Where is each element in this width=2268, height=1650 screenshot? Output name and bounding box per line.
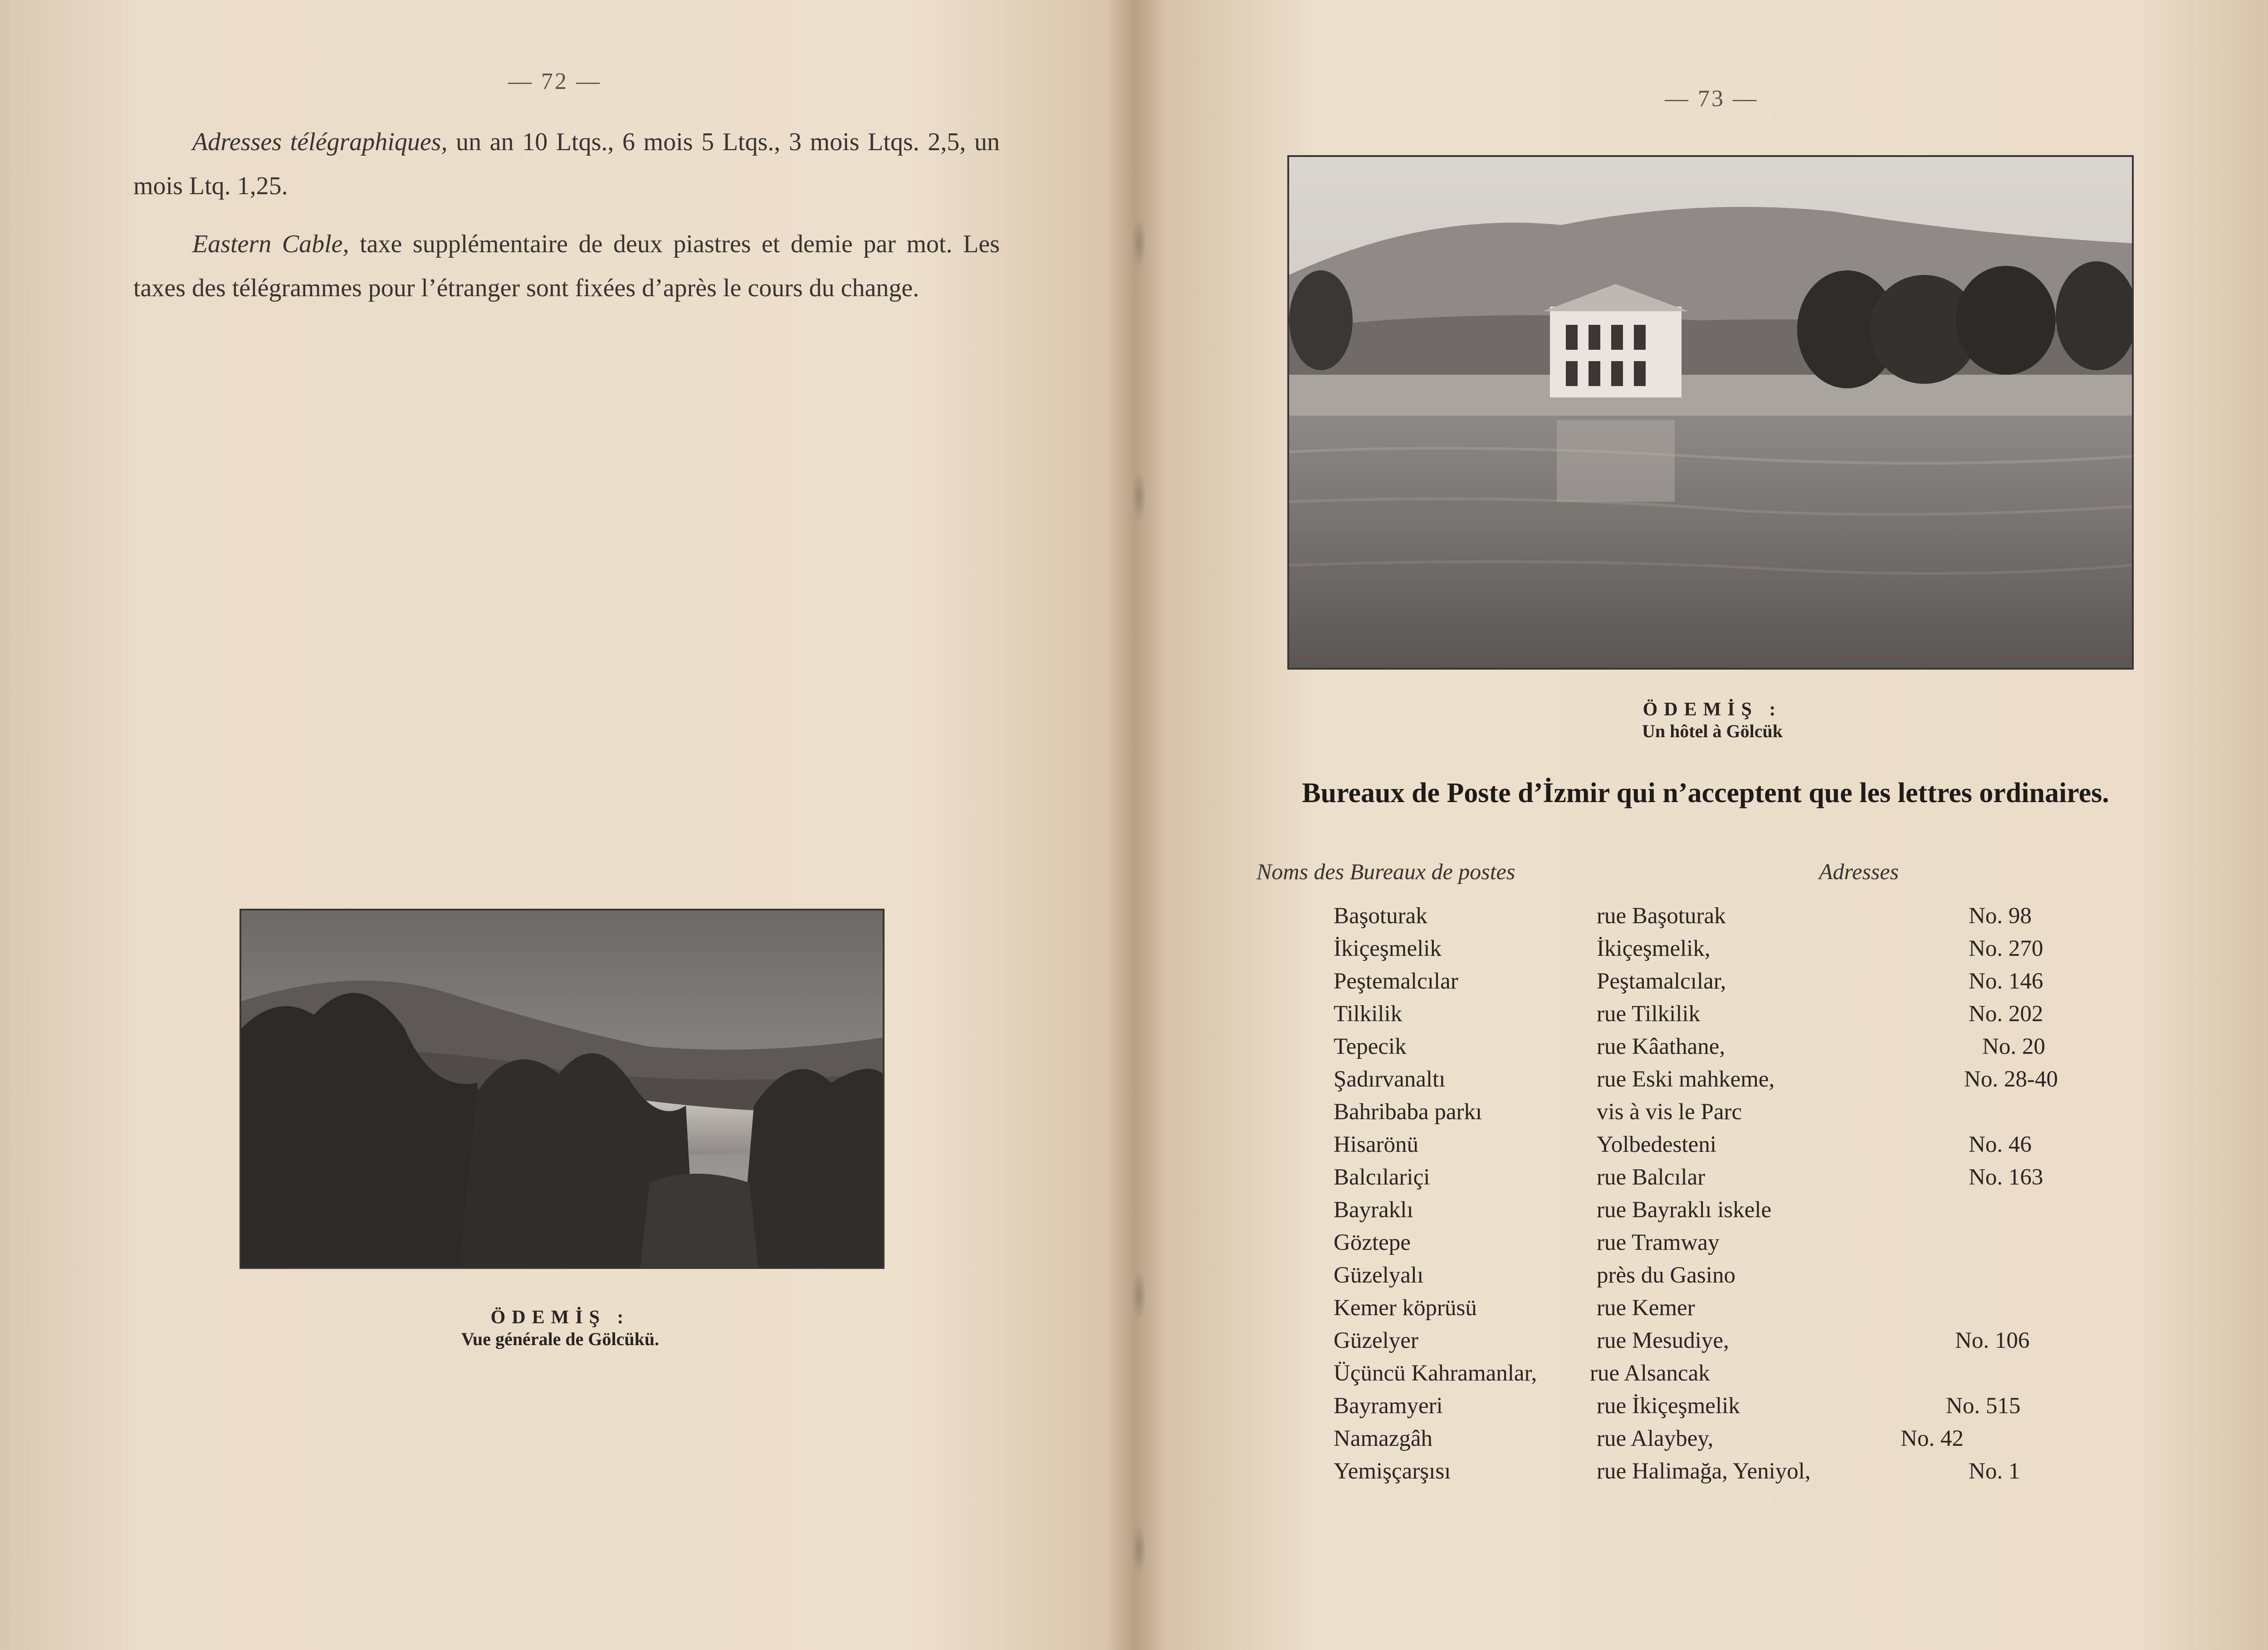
- office-number: No. 46: [1969, 1132, 2032, 1157]
- office-address: près du Gasino: [1597, 1263, 1735, 1288]
- office-address: rue Başoturak: [1597, 903, 1726, 929]
- office-number: No. 202: [1969, 1001, 2043, 1027]
- office-name: Bahribaba parkı: [1334, 1099, 1482, 1125]
- office-address: rue Alaybey,: [1597, 1426, 1714, 1451]
- office-name: Başoturak: [1334, 903, 1427, 929]
- office-name: Tilkilik: [1334, 1001, 1403, 1027]
- office-name: İkiçeşmelik: [1334, 936, 1442, 961]
- office-name: Şadırvanaltı: [1334, 1067, 1446, 1092]
- office-address: rue Balcılar: [1597, 1165, 1706, 1190]
- page-number-73: — 73 —: [1665, 86, 1758, 112]
- office-name: Peştemalcılar: [1334, 969, 1458, 994]
- right-caption-place: ÖDEMİŞ :: [1642, 699, 1782, 720]
- office-address: rue Kemer: [1597, 1295, 1695, 1321]
- office-name: Namazgâh: [1334, 1426, 1433, 1451]
- telegraph-address-paragraph: [133, 120, 1000, 208]
- office-number: No. 515: [1946, 1393, 2021, 1419]
- office-name: Güzelyer: [1334, 1328, 1418, 1353]
- office-number: No. 163: [1969, 1165, 2043, 1190]
- right-caption-text: Un hôtel à Gölcük: [1642, 721, 1783, 741]
- office-number: No. 98: [1969, 903, 2032, 929]
- office-name: Bayraklı: [1334, 1197, 1413, 1223]
- eastern-cable-term: Eastern Cable,: [192, 230, 349, 258]
- eastern-cable-text: taxe supplémentaire de deux piastres et demie par mot. Les taxes des télégrammes pour l’étranger sont fixées d’après le cours du change.: [133, 230, 1000, 302]
- photo-golcuk-general-view: [240, 909, 885, 1269]
- office-name: Balcılariçi: [1334, 1165, 1430, 1190]
- office-name: Yemişçarşısı: [1334, 1459, 1451, 1484]
- page-number-72: — 72 —: [508, 69, 601, 94]
- office-name: Bayramyeri: [1334, 1393, 1443, 1419]
- section-heading: Bureaux de Poste d’İzmir qui n’acceptent que les lettres ordinaires.: [1302, 778, 2109, 808]
- office-name: Hisarönü: [1334, 1132, 1418, 1157]
- column-header-names: Noms des Bureaux de postes: [1256, 859, 1515, 884]
- landscape-photo-graphic: [241, 911, 883, 1267]
- office-address: İkiçeşmelik,: [1597, 936, 1711, 961]
- office-address: rue İkiçeşmelik: [1597, 1393, 1740, 1419]
- office-address: vis à vis le Parc: [1597, 1099, 1742, 1125]
- office-address: rue Kâathane,: [1597, 1034, 1725, 1059]
- office-address: rue Halimağa, Yeniyol,: [1597, 1459, 1811, 1484]
- office-address: rue Mesudiye,: [1597, 1328, 1729, 1353]
- office-number: No. 270: [1969, 936, 2043, 961]
- hotel-photo-graphic: [1289, 157, 2132, 668]
- office-address: rue Tramway: [1597, 1230, 1720, 1255]
- left-caption-text: Vue générale de Gölcükü.: [461, 1329, 660, 1349]
- office-address: rue Alsancak: [1590, 1361, 1710, 1386]
- office-name: Güzelyalı: [1334, 1263, 1424, 1288]
- office-address: rue Tilkilik: [1597, 1001, 1701, 1027]
- office-address: rue Bayraklı iskele: [1597, 1197, 1772, 1223]
- left-photo-caption: [299, 1307, 821, 1350]
- office-number: No. 20: [1982, 1034, 2045, 1059]
- office-number: No. 28-40: [1964, 1067, 2058, 1092]
- telegraph-address-text: un an 10 Ltqs., 6 mois 5 Ltqs., 3 mois Ltqs. 2,5, un mois Ltq. 1,25.: [133, 128, 1000, 200]
- office-number: No. 146: [1969, 969, 2043, 994]
- office-name: Üçüncü Kahramanlar,: [1334, 1361, 1537, 1386]
- office-address: Yolbedesteni: [1597, 1132, 1716, 1157]
- office-number: No. 106: [1955, 1328, 2030, 1353]
- right-photo-caption: [1474, 699, 1950, 742]
- office-name: Tepecik: [1334, 1034, 1407, 1059]
- column-header-addresses: Adresses: [1819, 859, 1899, 884]
- left-caption-place: ÖDEMİŞ :: [490, 1307, 630, 1328]
- office-address: rue Eski mahkeme,: [1597, 1067, 1775, 1092]
- left-page: [0, 0, 1132, 1650]
- eastern-cable-paragraph: [133, 222, 1000, 310]
- photo-golcuk-hotel: [1287, 155, 2134, 670]
- office-address: Peştamalcılar,: [1597, 969, 1726, 994]
- office-name: Göztepe: [1334, 1230, 1411, 1255]
- telegraph-address-term: Adresses télégraphiques,: [192, 128, 448, 156]
- office-number: No. 42: [1901, 1426, 1964, 1451]
- office-name: Kemer köprüsü: [1334, 1295, 1477, 1321]
- office-number: No. 1: [1969, 1459, 2020, 1484]
